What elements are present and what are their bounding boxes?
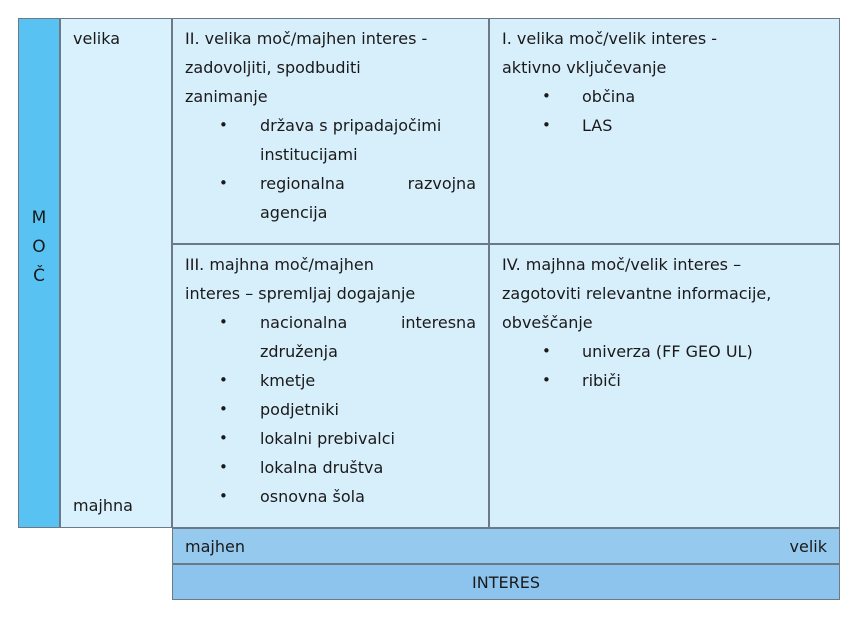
quadrant-iii-title: III. majhna moč/majhen interes – spremljaj dogajanje — [185, 255, 416, 303]
interest-low-label: majhen — [185, 536, 245, 556]
list-item — [185, 453, 476, 482]
moc-axis-column — [18, 18, 60, 528]
bullet-icon: • — [219, 313, 228, 331]
power-interest-matrix — [18, 18, 840, 602]
moc-axis-title — [19, 204, 59, 291]
interest-axis-title: INTERES — [472, 572, 540, 592]
interest-scale-row — [172, 528, 840, 564]
list-item-line: združenja — [260, 342, 338, 361]
list-item — [185, 482, 476, 511]
moc-letter: M — [31, 208, 47, 228]
bullet-icon: • — [542, 342, 551, 360]
quadrant-i — [489, 18, 840, 244]
list-item — [185, 424, 476, 453]
power-scale-column — [60, 18, 172, 528]
list-item-line: institucijami — [260, 145, 358, 164]
list-item-line: agencija — [260, 203, 328, 222]
list-item — [185, 308, 476, 366]
list-item — [185, 111, 476, 169]
list-item — [185, 169, 476, 227]
quadrant-iii — [172, 244, 489, 528]
list-item — [185, 366, 476, 395]
list-item-line: univerza (FF GEO UL) — [582, 342, 753, 361]
list-item-line: država s pripadajočimi — [260, 116, 442, 135]
quadrant-i-list — [502, 82, 827, 140]
list-item-line: osnovna šola — [260, 487, 365, 506]
interest-axis-title-row — [172, 564, 840, 600]
bullet-icon: • — [219, 458, 228, 476]
list-item — [502, 366, 827, 395]
list-item-word: nacionalna — [260, 313, 348, 332]
moc-letter: Č — [33, 266, 45, 286]
list-item-line: LAS — [582, 116, 613, 135]
bullet-icon: • — [219, 116, 228, 134]
bullet-icon: • — [219, 429, 228, 447]
list-item-word: regionalna — [260, 174, 345, 193]
interest-high-label: velik — [789, 536, 827, 556]
quadrant-i-title: I. velika moč/velik interes - aktivno vključevanje — [502, 29, 718, 77]
bullet-icon: • — [542, 371, 551, 389]
quadrant-iii-list — [185, 308, 476, 511]
list-item-word: interesna — [400, 313, 476, 332]
list-item — [502, 337, 827, 366]
moc-letter: O — [32, 237, 46, 257]
list-item — [185, 395, 476, 424]
quadrant-iv — [489, 244, 840, 528]
bullet-icon: • — [219, 371, 228, 389]
quadrant-iv-list — [502, 337, 827, 395]
quadrant-ii — [172, 18, 489, 244]
bullet-icon: • — [542, 116, 551, 134]
bullet-icon: • — [219, 400, 228, 418]
list-item-word: razvojna — [407, 174, 476, 193]
list-item-line — [260, 169, 476, 198]
bullet-icon: • — [219, 487, 228, 505]
quadrant-ii-title: II. velika moč/majhen interes - zadovoljiti, spodbuditi zanimanje — [185, 29, 428, 106]
power-low-label: majhna — [73, 496, 133, 515]
quadrant-iv-title: IV. majhna moč/velik interes – zagotoviti relevantne informacije, obveščanje — [502, 255, 772, 332]
list-item-line: občina — [582, 87, 636, 106]
list-item-line: lokalni prebivalci — [260, 429, 395, 448]
quadrant-ii-list — [185, 111, 476, 227]
bullet-icon: • — [219, 174, 228, 192]
list-item — [502, 82, 827, 111]
list-item-line: lokalna društva — [260, 458, 384, 477]
list-item-line: podjetniki — [260, 400, 339, 419]
power-high-label: velika — [73, 29, 120, 48]
bullet-icon: • — [542, 87, 551, 105]
list-item-line — [260, 308, 476, 337]
list-item — [502, 111, 827, 140]
list-item-line: kmetje — [260, 371, 316, 390]
list-item-line: ribiči — [582, 371, 621, 390]
